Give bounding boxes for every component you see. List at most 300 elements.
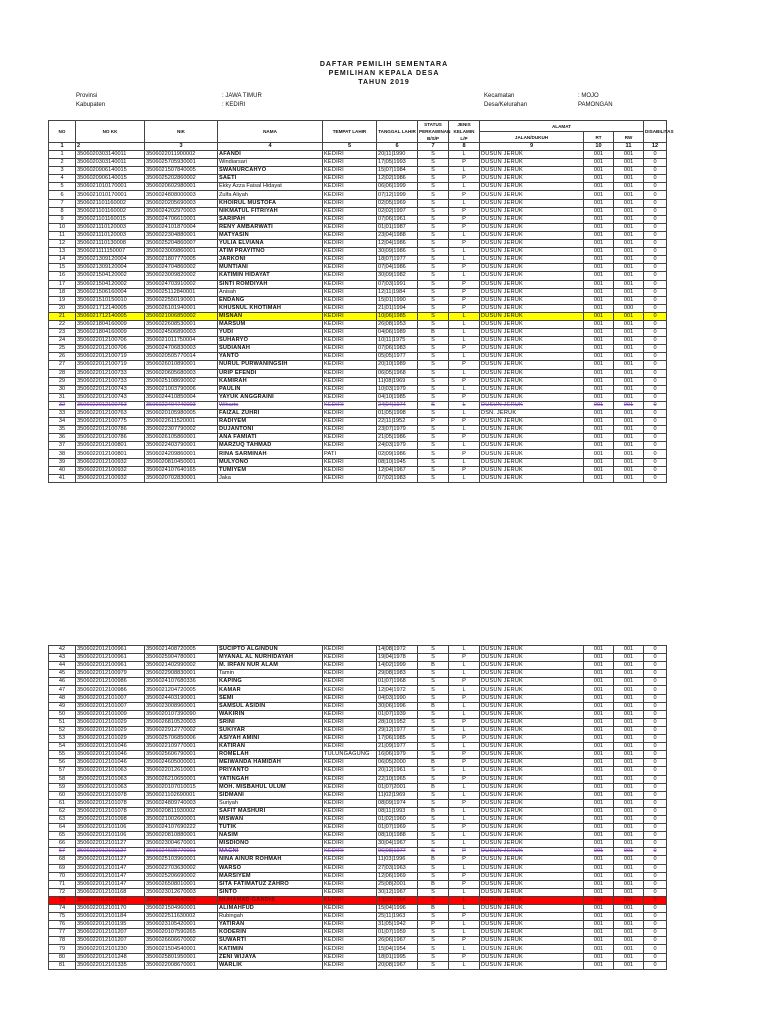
cell-tempat-lahir: KEDIRI: [323, 426, 377, 434]
cell-disabilitas: 0: [644, 280, 667, 288]
cell-jalan: DUSUN JERUK: [480, 183, 584, 191]
cell-rw: 001: [614, 191, 644, 199]
cell-jenis-kelamin: L: [449, 710, 480, 718]
cell-jalan: DUSUN JERUK: [480, 726, 584, 734]
cell-rw: 001: [614, 337, 644, 345]
column-number-cell: 6: [377, 143, 418, 151]
table-row: [49, 183, 667, 191]
cell-jenis-kelamin: L: [449, 840, 480, 848]
cell-nik: 3506020810880001: [145, 832, 218, 840]
cell-no: 50: [49, 710, 76, 718]
cell-nama: NASIM: [218, 832, 323, 840]
cell-rt: 001: [584, 654, 614, 662]
cell-jenis-kelamin: L: [449, 896, 480, 904]
cell-nokk: 3506022012101170: [76, 896, 145, 904]
table-row: [49, 815, 667, 823]
cell-status: S: [418, 223, 449, 231]
cell-jalan: DUSUN JERUK: [480, 256, 584, 264]
cell-jenis-kelamin: P: [449, 240, 480, 248]
cell-rw: 001: [614, 223, 644, 231]
cell-status: S: [418, 377, 449, 385]
voter-table-page-2: [48, 645, 667, 970]
cell-tanggal-lahir: 12|04|1972: [377, 686, 418, 694]
cell-tanggal-lahir: 06|05|2000: [377, 759, 418, 767]
cell-tempat-lahir: KEDIRI: [323, 151, 377, 159]
col-header-tanggal-lahir: TANGGAL LAHIR: [377, 121, 418, 143]
cell-nokk: 3506022012100932: [76, 458, 145, 466]
cell-nik: 3506026810520003: [145, 718, 218, 726]
cell-nama: MAGNI: [218, 848, 323, 856]
table-row: [49, 345, 667, 353]
cell-jalan: DUSUN JERUK: [480, 872, 584, 880]
cell-tempat-lahir: KEDIRI: [323, 474, 377, 482]
cell-nama: MARSUM: [218, 320, 323, 328]
cell-rt: 001: [584, 751, 614, 759]
cell-nokk: 3506022012100961: [76, 654, 145, 662]
cell-disabilitas: 0: [644, 167, 667, 175]
cell-jalan: DUSUN JERUK: [480, 783, 584, 791]
cell-jalan: DUSUN JERUK: [480, 735, 584, 743]
cell-nik: 3506021504540001: [145, 945, 218, 953]
cell-nokk: 3506022012101007: [76, 694, 145, 702]
cell-tanggal-lahir: 07|03|1991: [377, 280, 418, 288]
cell-jalan: DUSUN JERUK: [480, 167, 584, 175]
cell-nokk: 3506022012100979: [76, 670, 145, 678]
cell-nokk: 3506022012100961: [76, 662, 145, 670]
cell-no: 48: [49, 694, 76, 702]
cell-jenis-kelamin: L: [449, 670, 480, 678]
cell-rw: 001: [614, 961, 644, 969]
cell-rw: 001: [614, 767, 644, 775]
cell-nokk: 3506022012101147: [76, 872, 145, 880]
cell-nokk: 3506021504120002: [76, 272, 145, 280]
cell-nama: RENY AMBARWATI: [218, 223, 323, 231]
cell-jalan: DUSUN JERUK: [480, 442, 584, 450]
cell-disabilitas: 0: [644, 864, 667, 872]
cell-disabilitas: 0: [644, 223, 667, 231]
cell-rw: 001: [614, 880, 644, 888]
cell-disabilitas: 0: [644, 961, 667, 969]
cell-tempat-lahir: KEDIRI: [323, 288, 377, 296]
cell-tempat-lahir: KEDIRI: [323, 921, 377, 929]
cell-rw: 001: [614, 743, 644, 751]
cell-tanggal-lahir: 27|03|1963: [377, 864, 418, 872]
cell-jenis-kelamin: L: [449, 385, 480, 393]
cell-disabilitas: 0: [644, 767, 667, 775]
cell-status: S: [418, 694, 449, 702]
cell-nama: M. IRFAN NUR ALAM: [218, 662, 323, 670]
cell-tempat-lahir: KEDIRI: [323, 377, 377, 385]
cell-rt: 001: [584, 670, 614, 678]
cell-status: S: [418, 272, 449, 280]
cell-rt: 001: [584, 434, 614, 442]
cell-tanggal-lahir: 26|06|1967: [377, 937, 418, 945]
cell-jalan: DUSUN JERUK: [480, 426, 584, 434]
cell-status: S: [418, 466, 449, 474]
column-number-cell: 10: [584, 143, 614, 151]
cell-nama: KHOIRUL MUSTOFA: [218, 199, 323, 207]
cell-tempat-lahir: KEDIRI: [323, 215, 377, 223]
column-number-cell: 2: [76, 143, 145, 151]
cell-rt: 001: [584, 799, 614, 807]
cell-nokk: 3506022012100743: [76, 385, 145, 393]
cell-rt: 001: [584, 710, 614, 718]
cell-tempat-lahir: KEDIRI: [323, 799, 377, 807]
cell-tempat-lahir: KEDIRI: [323, 856, 377, 864]
cell-nokk: 3506022012101046: [76, 743, 145, 751]
cell-nik: 3506025206690002: [145, 872, 218, 880]
cell-nokk: 3506021010170001: [76, 191, 145, 199]
cell-jenis-kelamin: L: [449, 726, 480, 734]
table-row: [49, 159, 667, 167]
cell-tempat-lahir: KEDIRI: [323, 937, 377, 945]
cell-nokk: 3506022012101007: [76, 702, 145, 710]
cell-no: 19: [49, 296, 76, 304]
cell-rt: 001: [584, 167, 614, 175]
cell-jenis-kelamin: P: [449, 207, 480, 215]
cell-disabilitas: 0: [644, 410, 667, 418]
cell-nama: YANTO: [218, 353, 323, 361]
cell-jalan: DUSUN JERUK: [480, 913, 584, 921]
cell-nokk: 3506021510150010: [76, 296, 145, 304]
cell-tempat-lahir: KEDIRI: [323, 815, 377, 823]
cell-rw: 001: [614, 953, 644, 961]
cell-disabilitas: 0: [644, 175, 667, 183]
cell-jalan: DUSUN JERUK: [480, 304, 584, 312]
cell-rw: 001: [614, 832, 644, 840]
cell-disabilitas: 0: [644, 751, 667, 759]
cell-tempat-lahir: KEDIRI: [323, 410, 377, 418]
cell-status: S: [418, 280, 449, 288]
cell-tempat-lahir: KEDIRI: [323, 353, 377, 361]
cell-disabilitas: 0: [644, 385, 667, 393]
cell-nama: MOH. MISBAHUL ULUM: [218, 783, 323, 791]
cell-disabilitas: 0: [644, 215, 667, 223]
cell-nama: MUHAMAD GANDHI: [218, 896, 323, 904]
cell-no: 34: [49, 418, 76, 426]
cell-nokk: 3506022012101127: [76, 840, 145, 848]
table-row: [49, 401, 667, 409]
cell-rt: 001: [584, 759, 614, 767]
cell-status: B: [418, 856, 449, 864]
cell-rw: 001: [614, 646, 644, 654]
cell-disabilitas: 0: [644, 312, 667, 320]
cell-jalan: DUSUN JERUK: [480, 191, 584, 199]
cell-status: S: [418, 159, 449, 167]
cell-no: 79: [49, 945, 76, 953]
cell-status: B: [418, 662, 449, 670]
cell-nama: MYANAL AL NURHIDAYAH: [218, 654, 323, 662]
provinsi-value: : JAWA TIMUR: [222, 93, 262, 99]
cell-tanggal-lahir: 04|06|1989: [377, 329, 418, 337]
table-row: [49, 426, 667, 434]
cell-jalan: DUSUN JERUK: [480, 385, 584, 393]
cell-nik: 3506021408720005: [145, 646, 218, 654]
cell-rt: 001: [584, 377, 614, 385]
cell-disabilitas: 0: [644, 183, 667, 191]
cell-jenis-kelamin: L: [449, 945, 480, 953]
cell-nik: 3506021909640003: [145, 896, 218, 904]
cell-jenis-kelamin: P: [449, 735, 480, 743]
cell-disabilitas: 0: [644, 264, 667, 272]
cell-jalan: DUSUN JERUK: [480, 272, 584, 280]
cell-tanggal-lahir: 07|02|1983: [377, 474, 418, 482]
kecamatan-label: Kecamatan: [484, 93, 515, 99]
cell-nik: 3506024410850004: [145, 393, 218, 401]
cell-tempat-lahir: KEDIRI: [323, 329, 377, 337]
table-row: [49, 240, 667, 248]
cell-no: 16: [49, 272, 76, 280]
table-row: [49, 654, 667, 662]
cell-nik: 3506021507840005: [145, 167, 218, 175]
cell-rt: 001: [584, 961, 614, 969]
table-row: [49, 937, 667, 945]
cell-rw: 001: [614, 913, 644, 921]
cell-jenis-kelamin: L: [449, 702, 480, 710]
cell-status: S: [418, 840, 449, 848]
cell-tempat-lahir: KEDIRI: [323, 280, 377, 288]
cell-no: 30: [49, 385, 76, 393]
cell-rw: 001: [614, 240, 644, 248]
cell-rt: 001: [584, 815, 614, 823]
column-number-cell: 3: [145, 143, 218, 151]
cell-nama: SINTO: [218, 888, 323, 896]
cell-nik: 3506023012670003: [145, 888, 218, 896]
cell-nik: 3506020810450001: [145, 458, 218, 466]
cell-status: S: [418, 288, 449, 296]
cell-tanggal-lahir: 01|07|1969: [377, 824, 418, 832]
cell-status: S: [418, 264, 449, 272]
table-row: [49, 280, 667, 288]
cell-jalan: DUSUN JERUK: [480, 159, 584, 167]
cell-tanggal-lahir: 01|07|1959: [377, 929, 418, 937]
cell-status: S: [418, 767, 449, 775]
cell-disabilitas: 0: [644, 775, 667, 783]
cell-status: S: [418, 175, 449, 183]
cell-disabilitas: 0: [644, 945, 667, 953]
cell-jenis-kelamin: P: [449, 215, 480, 223]
cell-tempat-lahir: KEDIRI: [323, 369, 377, 377]
cell-disabilitas: 0: [644, 670, 667, 678]
cell-jenis-kelamin: L: [449, 312, 480, 320]
cell-status: S: [418, 207, 449, 215]
cell-nama: Zulfa Aliyah: [218, 191, 323, 199]
cell-jenis-kelamin: P: [449, 775, 480, 783]
table-row: [49, 945, 667, 953]
cell-tanggal-lahir: 30|06|1996: [377, 702, 418, 710]
cell-nama: SARIPAH: [218, 215, 323, 223]
cell-nama: YULIA ELVIANA: [218, 240, 323, 248]
cell-nik: 3506022511630002: [145, 913, 218, 921]
cell-nik: 3506026508010001: [145, 880, 218, 888]
cell-tempat-lahir: KEDIRI: [323, 848, 377, 856]
cell-disabilitas: 0: [644, 913, 667, 921]
cell-disabilitas: 0: [644, 361, 667, 369]
cell-status: S: [418, 296, 449, 304]
cell-rw: 001: [614, 726, 644, 734]
cell-nik: 3506026606670002: [145, 937, 218, 945]
cell-no: 65: [49, 832, 76, 840]
cell-nama: KAPING: [218, 678, 323, 686]
cell-jenis-kelamin: P: [449, 694, 480, 702]
cell-jenis-kelamin: L: [449, 662, 480, 670]
cell-nik: 3506025706850006: [145, 735, 218, 743]
cell-rw: 001: [614, 848, 644, 856]
cell-rw: 001: [614, 670, 644, 678]
cell-tempat-lahir: KEDIRI: [323, 953, 377, 961]
cell-no: 77: [49, 929, 76, 937]
cell-nik: 3506025204860007: [145, 240, 218, 248]
cell-tempat-lahir: KEDIRI: [323, 759, 377, 767]
cell-jalan: DUSUN JERUK: [480, 945, 584, 953]
cell-rt: 001: [584, 256, 614, 264]
cell-rt: 001: [584, 418, 614, 426]
cell-nik: 3506022912770002: [145, 726, 218, 734]
cell-nama: SAMSUL ASIDIN: [218, 702, 323, 710]
cell-jenis-kelamin: L: [449, 921, 480, 929]
cell-jalan: DUSUN JERUK: [480, 662, 584, 670]
cell-rt: 001: [584, 353, 614, 361]
cell-nokk: 3506022012101063: [76, 783, 145, 791]
cell-jalan: DUSUN JERUK: [480, 450, 584, 458]
cell-tanggal-lahir: 01|01|1987: [377, 223, 418, 231]
table-row: [49, 151, 667, 159]
cell-jalan: DUSUN JERUK: [480, 937, 584, 945]
cell-no: 47: [49, 686, 76, 694]
table-row: [49, 848, 667, 856]
cell-nokk: 3506021804160009: [76, 329, 145, 337]
cell-tempat-lahir: TULUNGAGUNG: [323, 751, 377, 759]
cell-rt: 001: [584, 694, 614, 702]
cell-nokk: 3506021010170001: [76, 183, 145, 191]
cell-nokk: 3506022012100932: [76, 466, 145, 474]
cell-jalan: DUSUN JERUK: [480, 231, 584, 239]
cell-jenis-kelamin: P: [449, 377, 480, 385]
cell-nik: 3506022703630002: [145, 864, 218, 872]
cell-nik: 3506021204720005: [145, 686, 218, 694]
cell-jenis-kelamin: P: [449, 296, 480, 304]
cell-no: 62: [49, 807, 76, 815]
cell-status: S: [418, 743, 449, 751]
cell-nik: 3506022908830001: [145, 670, 218, 678]
cell-rt: 001: [584, 735, 614, 743]
cell-jenis-kelamin: P: [449, 848, 480, 856]
cell-tempat-lahir: KEDIRI: [323, 824, 377, 832]
cell-nokk: 3506022012101168: [76, 888, 145, 896]
cell-nik: 3506026210650001: [145, 775, 218, 783]
cell-disabilitas: 0: [644, 735, 667, 743]
cell-disabilitas: 0: [644, 199, 667, 207]
cell-rw: 001: [614, 393, 644, 401]
cell-tanggal-lahir: 15|04|1996: [377, 905, 418, 913]
cell-no: 21: [49, 312, 76, 320]
col-header-jenis-kelamin: JENIS KELAMIN L/P: [449, 121, 480, 143]
cell-no: 24: [49, 337, 76, 345]
cell-jenis-kelamin: P: [449, 751, 480, 759]
cell-status: S: [418, 199, 449, 207]
cell-rw: 001: [614, 783, 644, 791]
cell-nik: 3506021011750004: [145, 337, 218, 345]
cell-status: B: [418, 759, 449, 767]
cell-rt: 001: [584, 913, 614, 921]
cell-nik: 3506021504960001: [145, 905, 218, 913]
cell-disabilitas: 0: [644, 953, 667, 961]
cell-jalan: DUSUN JERUK: [480, 320, 584, 328]
cell-nama: FAIZAL ZUHRI: [218, 410, 323, 418]
cell-rw: 001: [614, 872, 644, 880]
cell-tempat-lahir: KEDIRI: [323, 961, 377, 969]
cell-nama: KODERIN: [218, 929, 323, 937]
cell-disabilitas: 0: [644, 856, 667, 864]
cell-jenis-kelamin: L: [449, 807, 480, 815]
cell-jenis-kelamin: P: [449, 824, 480, 832]
cell-nokk: 3506022012101046: [76, 759, 145, 767]
cell-tempat-lahir: KEDIRI: [323, 183, 377, 191]
cell-jalan: DUSUN JERUK: [480, 151, 584, 159]
cell-nokk: 3506021309120004: [76, 256, 145, 264]
cell-rt: 001: [584, 329, 614, 337]
cell-rw: 001: [614, 856, 644, 864]
cell-no: 23: [49, 329, 76, 337]
cell-rt: 001: [584, 159, 614, 167]
cell-status: S: [418, 896, 449, 904]
table-row: [49, 662, 667, 670]
cell-nik: 3506025108690002: [145, 377, 218, 385]
cell-tanggal-lahir: 11|08|1969: [377, 377, 418, 385]
cell-nokk: 3506021712140005: [76, 304, 145, 312]
cell-jenis-kelamin: L: [449, 337, 480, 345]
cell-no: 64: [49, 824, 76, 832]
cell-nokk: 3506022012100733: [76, 377, 145, 385]
cell-nama: NURUL PURWANINGSIH: [218, 361, 323, 369]
cell-tempat-lahir: KEDIRI: [323, 694, 377, 702]
desa-row: [484, 101, 527, 109]
cell-tanggal-lahir: 26|08|1953: [377, 320, 418, 328]
cell-nama: Wiharto: [218, 401, 323, 409]
cell-tanggal-lahir: 15|07|1984: [377, 167, 418, 175]
cell-status: S: [418, 320, 449, 328]
cell-no: 38: [49, 450, 76, 458]
cell-disabilitas: 0: [644, 654, 667, 662]
cell-nokk: 3506022012100801: [76, 450, 145, 458]
cell-jenis-kelamin: L: [449, 353, 480, 361]
cell-jalan: DUSUN JERUK: [480, 775, 584, 783]
cell-tanggal-lahir: 02|09|1986: [377, 450, 418, 458]
cell-jalan: DUSUN JERUK: [480, 670, 584, 678]
cell-nokk: 3506022012100719: [76, 361, 145, 369]
cell-tempat-lahir: KEDIRI: [323, 832, 377, 840]
cell-tempat-lahir: KEDIRI: [323, 726, 377, 734]
cell-no: 53: [49, 735, 76, 743]
cell-rw: 001: [614, 264, 644, 272]
cell-no: 22: [49, 320, 76, 328]
cell-nik: 3506024107680336: [145, 678, 218, 686]
cell-tempat-lahir: KEDIRI: [323, 466, 377, 474]
table-row: [49, 961, 667, 969]
table-row: [49, 272, 667, 280]
cell-nokk: 3506021504120002: [76, 280, 145, 288]
cell-rt: 001: [584, 856, 614, 864]
document-year: TAHUN 2019: [358, 79, 410, 86]
cell-rw: 001: [614, 710, 644, 718]
col-header-nokk: NO KK: [76, 121, 145, 143]
cell-disabilitas: 0: [644, 272, 667, 280]
cell-rt: 001: [584, 466, 614, 474]
cell-tanggal-lahir: 31|05|1942: [377, 921, 418, 929]
cell-jenis-kelamin: L: [449, 815, 480, 823]
cell-status: S: [418, 953, 449, 961]
cell-nik: 3506024704860002: [145, 264, 218, 272]
